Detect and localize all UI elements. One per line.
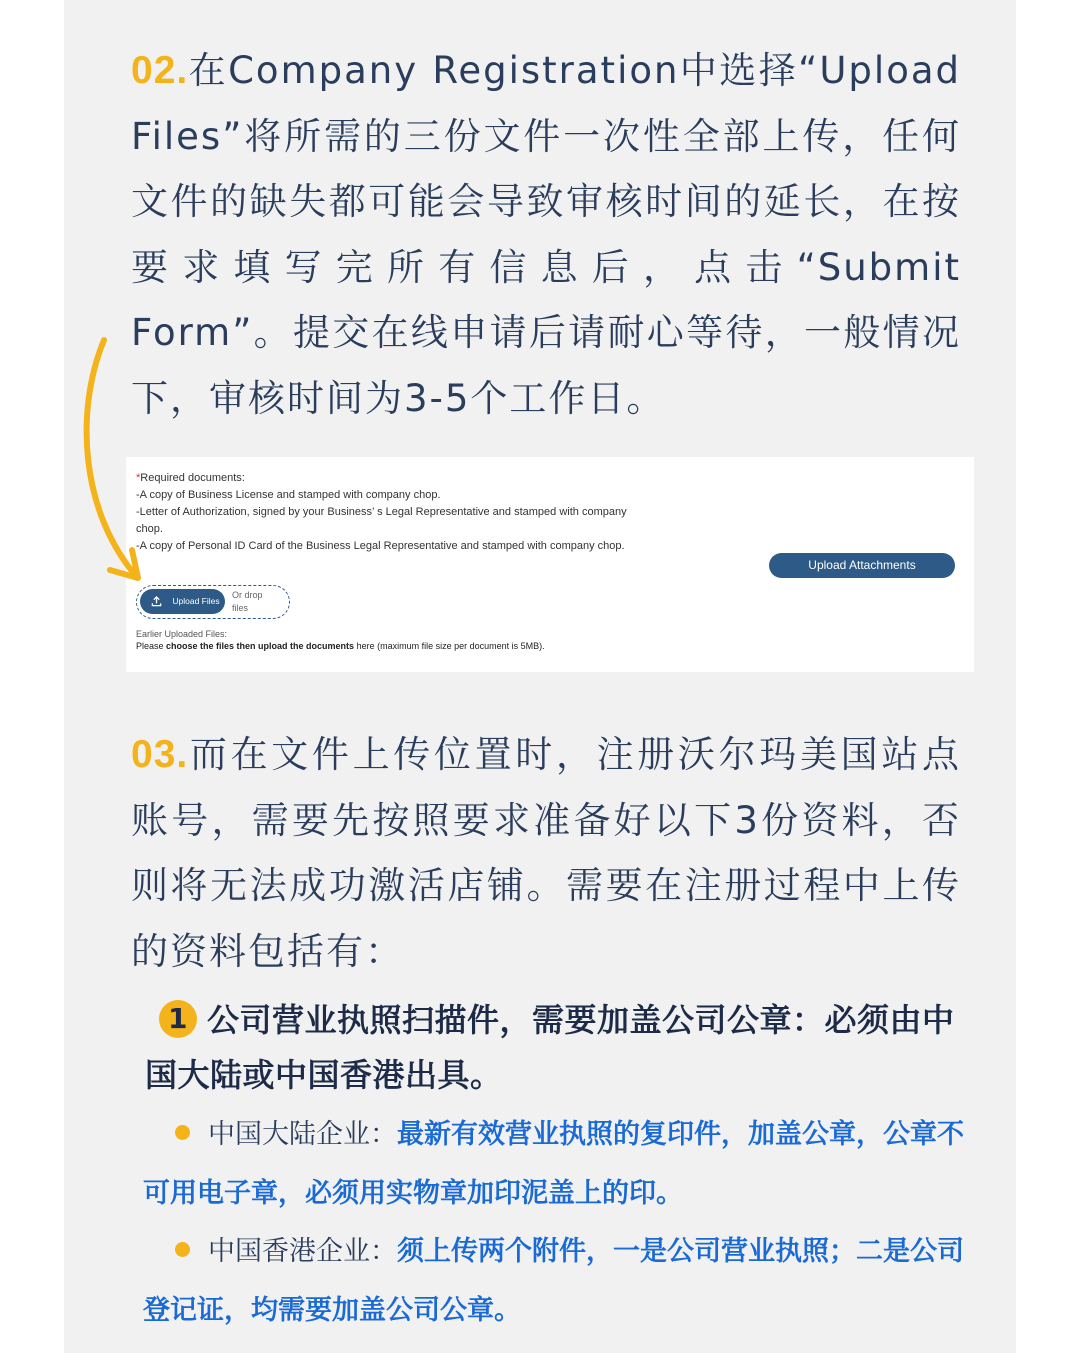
drop-hint (232, 589, 263, 615)
upload-icon (151, 596, 162, 607)
bullet-mainland-label: 中国大陆企业： (208, 1119, 397, 1150)
or-drop-text: Or drop (232, 590, 263, 600)
step-02-paragraph (131, 38, 961, 431)
upload-files-button[interactable] (140, 589, 225, 614)
earlier-uploaded-label: Earlier Uploaded Files: (136, 629, 228, 639)
files-text: files (232, 603, 249, 613)
item-1-text: 公司营业执照扫描件，需要加盖公司公章：必须由中国大陆或中国香港出具。 (145, 1001, 955, 1094)
step-03-number: 03. (131, 733, 189, 776)
bullet-hongkong-detail: 须上传两个附件，一是公司营业执照；二是公司登记证，均需要加盖公司公章。 (143, 1236, 964, 1326)
bullet-hongkong-label: 中国香港企业： (208, 1236, 397, 1267)
upload-files-label: Upload Files (172, 596, 220, 606)
yellow-arrow-icon (70, 330, 190, 590)
upload-instructions (136, 641, 545, 651)
step-02-number: 02. (131, 49, 189, 92)
doc-item-business-license: -A copy of Business License and stamped with company chop. (136, 489, 441, 501)
doc-item-authorization: -Letter of Authorization, signed by your Business’ s Legal Representative and stamped with company chop. (136, 506, 627, 535)
upload-screenshot (126, 457, 974, 672)
file-drop-zone[interactable] (136, 585, 290, 619)
step-03-text: 而在文件上传位置时，注册沃尔玛美国站点账号，需要先按照要求准备好以下3份资料，否则将无法成功激活店铺。需要在注册过程中上传的资料包括有： (131, 733, 961, 973)
bullet-hongkong (143, 1222, 965, 1340)
instructions-prefix: Please (136, 641, 167, 651)
doc-item-id-card: -A copy of Personal ID Card of the Business Legal Representative and stamped with company chop. (136, 540, 625, 552)
bullet-dot-icon (175, 1242, 190, 1257)
item-1-badge: 1 (159, 1000, 197, 1038)
instructions-suffix: here (maximum file size per document is 5MB). (354, 641, 545, 651)
bullet-dot-icon (175, 1125, 190, 1140)
upload-attachments-button[interactable]: Upload Attachments (769, 553, 955, 578)
required-documents (136, 470, 636, 555)
step-03-paragraph (131, 722, 961, 984)
bullet-mainland-detail: 最新有效营业执照的复印件，加盖公章，公章不可用电子章，必须用实物章加印泥盖上的印。 (143, 1119, 964, 1209)
step-02-text: 在Company Registration中选择“Upload Files”将所需的三份文件一次性全部上传，任何文件的缺失都可能会导致审核时间的延长，在按要求填写完所有信息后，点击“Submit Form”。提交在线申请后请耐心等待，一般情况下，审核时间为3-5个工作日。 (131, 49, 961, 420)
instructions-bold: choose the files then upload the documents (166, 641, 355, 651)
required-star: * (136, 472, 141, 484)
item-1-business-license (145, 993, 965, 1103)
bullet-mainland (143, 1105, 965, 1223)
required-title: Required documents: (140, 472, 245, 484)
